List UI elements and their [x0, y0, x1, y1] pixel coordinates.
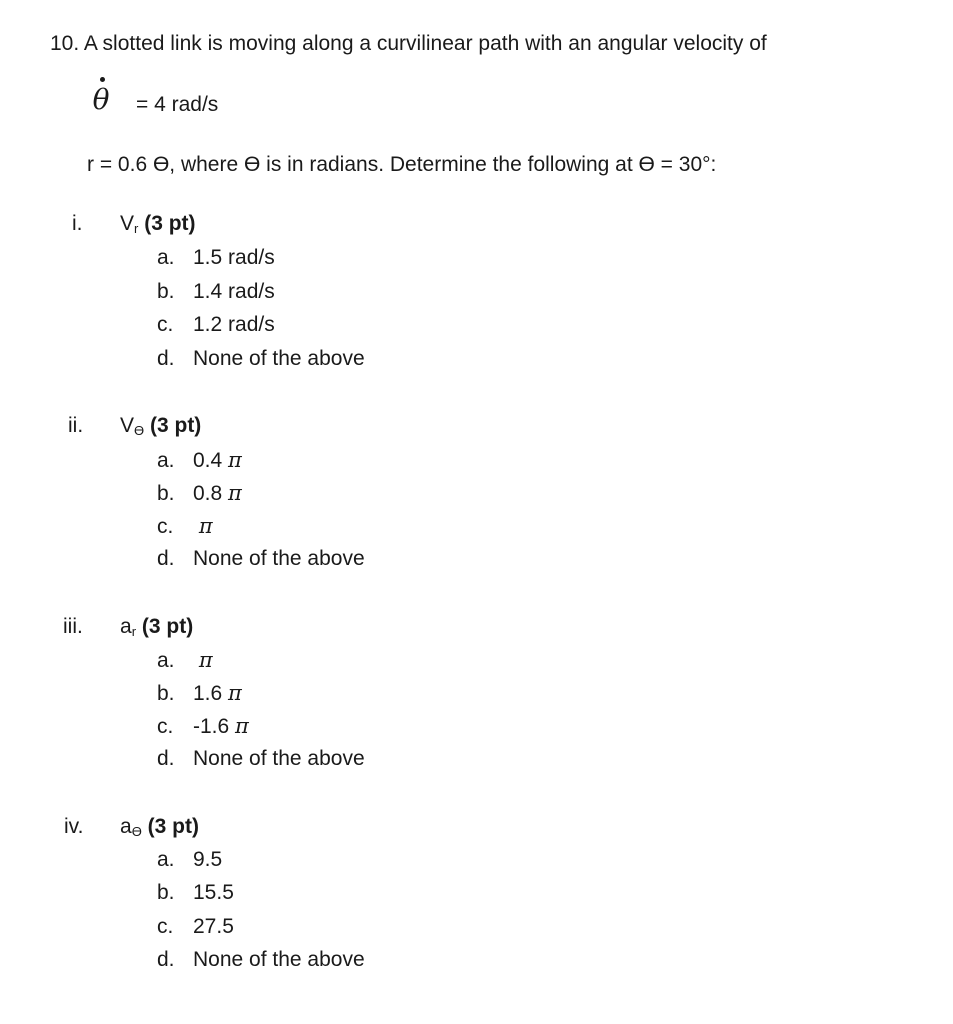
option-item	[157, 881, 234, 905]
option-item	[157, 648, 213, 673]
question-numeral: iii.	[63, 615, 83, 638]
option-letter: a.	[157, 449, 175, 472]
pi-symbol: π	[198, 648, 213, 672]
quantity-symbol: a	[120, 815, 132, 838]
question-numeral: i.	[72, 212, 83, 235]
question-numeral: iv.	[64, 815, 84, 838]
option-item	[157, 481, 242, 506]
time-derivative-dot	[100, 77, 105, 82]
option-item	[157, 514, 213, 539]
option-letter: d.	[157, 547, 175, 570]
option-item	[157, 246, 275, 270]
option-item	[157, 313, 275, 337]
option-letter: d.	[157, 948, 175, 971]
option-item	[157, 848, 222, 872]
option-text: -1.6	[193, 715, 230, 738]
option-item	[157, 547, 365, 571]
option-text: None of the above	[193, 948, 365, 971]
option-text: 0.4	[193, 449, 223, 472]
option-text: 27.5	[193, 915, 234, 938]
pi-symbol: π	[228, 448, 242, 472]
option-letter: d.	[157, 347, 175, 370]
option-letter: a.	[157, 848, 175, 871]
option-letter: b.	[157, 682, 175, 705]
option-item	[157, 747, 365, 771]
option-text: 0.8	[193, 482, 223, 505]
option-item	[157, 915, 234, 939]
quantity-subscript: r	[131, 624, 137, 639]
option-item	[157, 948, 365, 972]
option-item	[157, 448, 242, 473]
quantity-symbol: V	[120, 212, 135, 235]
quantity-symbol: a	[120, 615, 132, 638]
quantity-subscript: r	[134, 221, 139, 236]
option-letter: b.	[157, 482, 175, 505]
option-letter: b.	[157, 280, 175, 303]
angular-velocity-value: = 4 rad/s	[136, 93, 219, 116]
pi-symbol: π	[228, 681, 242, 705]
option-text: 1.6	[193, 682, 223, 705]
question-heading	[120, 815, 199, 839]
option-letter: c.	[157, 715, 174, 738]
question-points: (3 pt)	[149, 414, 202, 437]
option-letter: c.	[157, 515, 174, 538]
question-points: (3 pt)	[141, 615, 194, 638]
quantity-subscript: ϴ	[131, 824, 142, 839]
problem-statement: 10. A slotted link is moving along a curvilinear path with an angular velocity of	[50, 32, 767, 55]
option-item	[157, 347, 365, 371]
radius-relation: r = 0.6 ϴ, where ϴ is in radians. Determine the following at ϴ = 30°:	[87, 153, 717, 176]
option-text: None of the above	[193, 747, 365, 770]
theta-dot-symbol	[90, 85, 112, 115]
option-letter: b.	[157, 881, 175, 904]
option-letter: c.	[157, 915, 174, 938]
option-letter: a.	[157, 649, 175, 672]
quantity-subscript: ϴ	[134, 423, 145, 438]
question-points: (3 pt)	[144, 212, 196, 235]
option-letter: c.	[157, 313, 174, 336]
question-heading	[120, 615, 193, 639]
question-numeral: ii.	[68, 414, 84, 437]
question-heading	[120, 212, 196, 236]
quantity-symbol: V	[120, 414, 135, 437]
theta-symbol: θ	[92, 83, 110, 116]
option-text: 1.4 rad/s	[193, 280, 275, 303]
question-points: (3 pt)	[147, 815, 199, 838]
option-text: 9.5	[193, 848, 223, 871]
option-text: 1.2 rad/s	[193, 313, 275, 336]
option-item	[157, 280, 275, 304]
option-letter: d.	[157, 747, 175, 770]
option-text: 15.5	[193, 881, 234, 904]
option-text: None of the above	[193, 347, 365, 370]
pi-symbol: π	[235, 714, 249, 738]
option-item	[157, 681, 242, 706]
pi-symbol: π	[228, 481, 242, 505]
option-text: 1.5 rad/s	[193, 246, 275, 269]
pi-symbol: π	[198, 514, 213, 538]
option-letter: a.	[157, 246, 175, 269]
option-text: None of the above	[193, 547, 365, 570]
question-heading	[120, 414, 201, 438]
option-item	[157, 714, 249, 739]
